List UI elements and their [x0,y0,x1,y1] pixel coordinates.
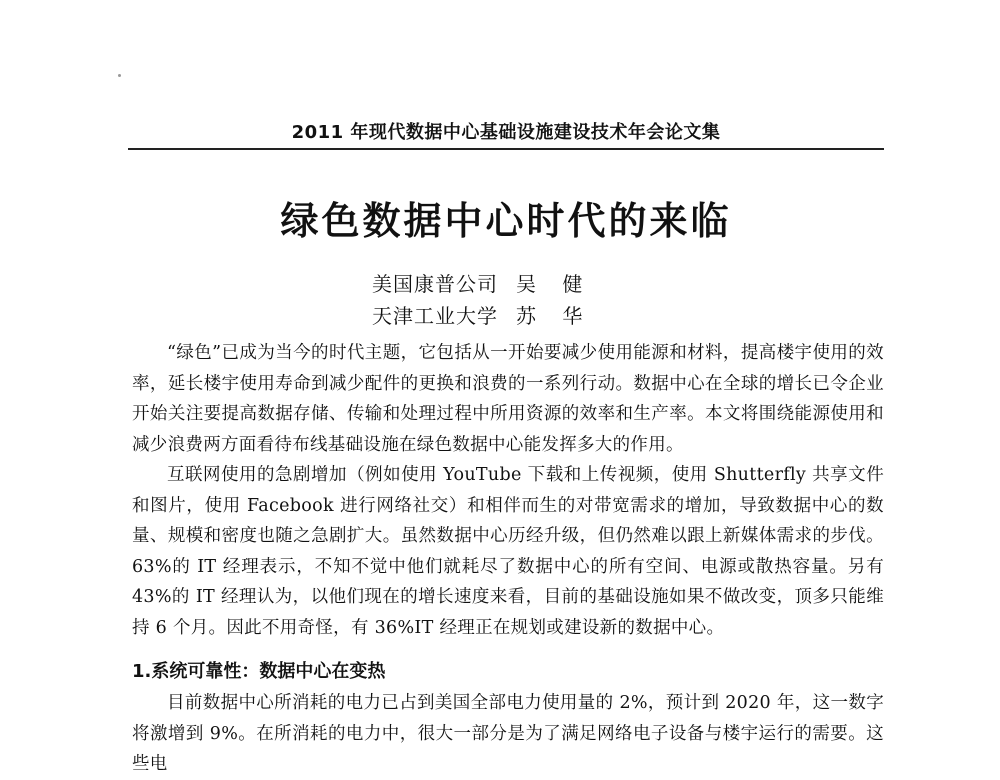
section-heading: 1.系统可靠性：数据中心在变热 [132,661,386,682]
author-name: 吴 健 [516,272,593,296]
author-line [372,268,672,297]
author-name: 苏 华 [516,304,593,328]
author-line [372,300,672,329]
abstract-paragraph: “绿色”已成为当今的时代主题，它包括从一开始要减少使用能源和材料，提高楼宇使用的效率，延长楼宇使用寿命到减少配件的更换和浪费的一系列行动。数据中心在全球的增长已令企业开始关注要提高数据存储、传输和处理过程中所用资源的效率和生产率。本文将围绕能源使用和减少浪费两方面看待布线基础设施在绿色数据中心能发挥多大的作用。 [132,343,884,455]
running-header: 2011 年现代数据中心基础设施建设技术年会论文集 [291,122,721,143]
header-rule [128,148,884,150]
body-paragraph: 互联网使用的急剧增加（例如使用 YouTube 下载和上传视频，使用 Shutterfly 共享文件和图片，使用 Facebook 进行网络社交）和相伴而生的对带宽需求的增加，导致数据中心的数量、规模和密度也随之急剧扩大。虽然数据中心历经升级，但仍然难以跟上新媒体需求的步伐。63%的 IT 经理表示，不知不觉中他们就耗尽了数据中心的所有空间、电源或散热容量。另有 43%的 IT 经理认为，以他们现在的增长速度来看，目前的基础设施如果不做改变，顶多只能维持 6 个月。因此不用奇怪，有 36%IT 经理正在规划或建设新的数据中心。 [132,465,884,638]
author-affiliation: 美国康普公司 [372,272,498,296]
article-title: 绿色数据中心时代的来临 [280,199,732,243]
scan-speck [118,74,121,77]
author-affiliation: 天津工业大学 [372,304,498,328]
section-paragraph: 目前数据中心所消耗的电力已占到美国全部电力使用量的 2%，预计到 2020 年，这一数字将激增到 9%。在所消耗的电力中，很大一部分是为了满足网络电子设备与楼宇运行的需要。这些电 [132,693,884,774]
